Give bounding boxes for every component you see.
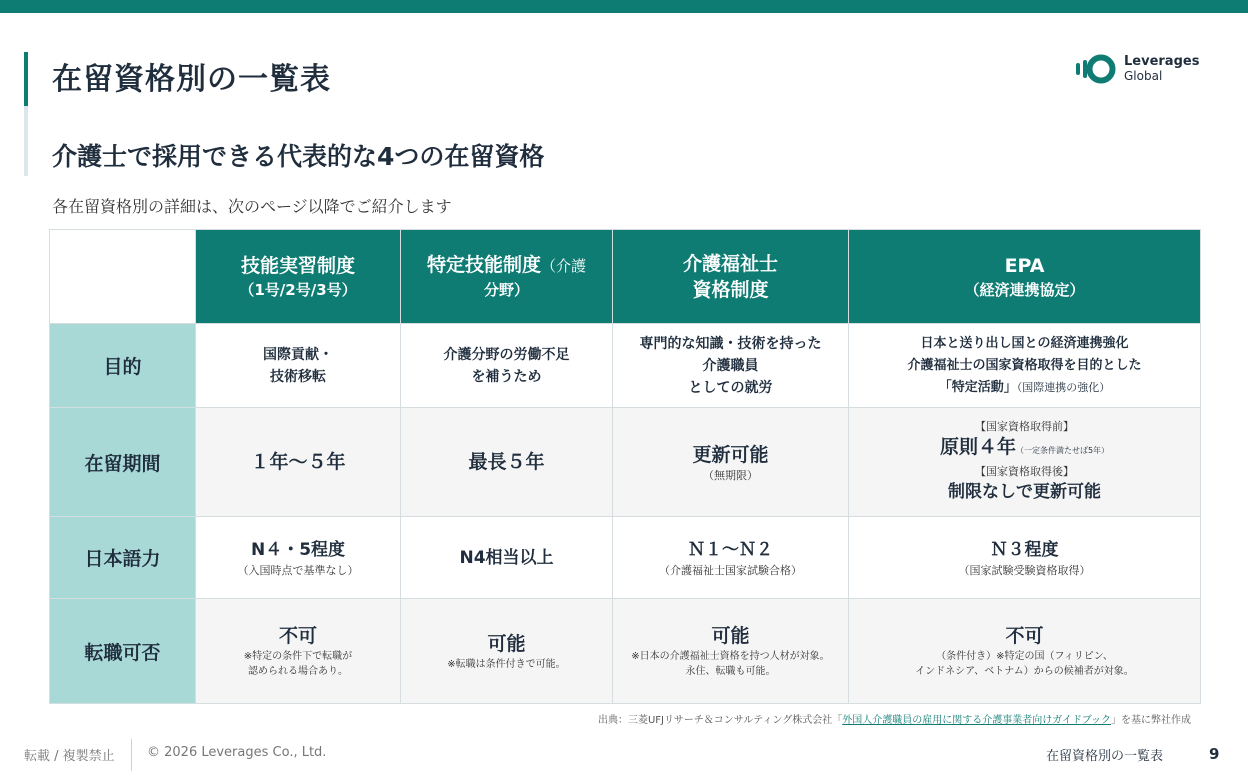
cell-period-specified-skills: 最長５年 — [401, 408, 613, 517]
cell-period-technical-intern: １年〜５年 — [196, 408, 401, 517]
title-accent-bar — [24, 52, 28, 176]
row-header-period: 在留期間 — [50, 408, 196, 517]
footer-section-name: 在留資格別の一覧表 — [1046, 749, 1164, 764]
section-title: 介護士で採用できる代表的な4つの在留資格 — [52, 142, 545, 171]
cell-job-change-epa: 不可 （条件付き）※特定の国（フィリピン、 インドネシア、ベトナム）からの候補者が対象。 — [849, 599, 1201, 704]
leverages-logo — [1074, 53, 1199, 85]
column-header-epa — [849, 230, 1201, 324]
cell-purpose-technical-intern: 国際貢献・ 技術移転 — [196, 324, 401, 408]
table-corner-cell — [50, 230, 196, 324]
cell-purpose-care-worker: 専門的な知識・技術を持った 介護職員 としての就労 — [613, 324, 849, 408]
table-row-purpose — [50, 324, 1201, 408]
source-citation: 出典：三菱UFJリサーチ＆コンサルティング株式会社「外国人介護職員の雇用に関する介護事業者向けガイドブック」を基に弊社作成 — [597, 715, 1191, 726]
cell-job-change-care-worker: 可能 ※日本の介護福祉士資格を持つ人材が対象。 永住、転職も可能。 — [613, 599, 849, 704]
leverages-logo-icon — [1074, 53, 1118, 85]
column-title: 技能実習制度 — [240, 254, 355, 277]
column-title: 介護福祉士 — [682, 252, 778, 275]
table-row-period — [50, 408, 1201, 517]
cell-japanese-epa: Ｎ３程度 （国家試験受験資格取得） — [849, 517, 1201, 599]
row-header-japanese: 日本語力 — [50, 517, 196, 599]
column-subtitle: 分野） — [483, 281, 529, 299]
column-title: EPA — [1004, 254, 1045, 277]
table-header-row — [50, 230, 1201, 324]
cell-purpose-epa: 日本と送り出し国との経済連携強化 介護福祉士の国家資格取得を目的とした 「特定活動」（国際連携の強化） — [849, 324, 1201, 408]
cell-period-epa: 【国家資格取得前】 原則４年（一定条件満たせば5年） 【国家資格取得後】 制限なしで更新可能 — [849, 408, 1201, 517]
row-header-job-change: 転職可否 — [50, 599, 196, 704]
cell-job-change-specified-skills: 可能 ※転職は条件付きで可能。 — [401, 599, 613, 704]
cell-japanese-specified-skills: N4相当以上 — [401, 517, 613, 599]
subtitle: 各在留資格別の詳細は、次のページ以降でご紹介します — [52, 197, 452, 216]
top-accent-bar — [0, 0, 1248, 13]
page-number: 9 — [1209, 745, 1220, 763]
column-subtitle-inline: （介護 — [541, 257, 587, 275]
cell-job-change-technical-intern: 不可 ※特定の条件下で転職が 認められる場合あり。 — [196, 599, 401, 704]
logo-name: Leverages — [1124, 54, 1200, 69]
column-subtitle: （1号/2号/3号） — [239, 280, 357, 299]
cell-purpose-specified-skills: 介護分野の労働不足 を補うため — [401, 324, 613, 408]
visa-comparison-table — [49, 229, 1201, 704]
column-title: 特定技能制度 — [426, 254, 541, 276]
table-row-japanese — [50, 517, 1201, 599]
column-header-specified-skills — [401, 230, 613, 324]
table-row-job-change — [50, 599, 1201, 704]
source-guidebook-link[interactable]: 外国人介護職員の雇用に関する介護事業者向けガイドブック — [842, 715, 1111, 726]
cell-japanese-care-worker: Ｎ１〜Ｎ２ （介護福祉士国家試験合格） — [613, 517, 849, 599]
column-header-technical-intern — [196, 230, 401, 324]
column-header-care-worker — [613, 230, 849, 324]
column-subtitle: （経済連携協定） — [964, 280, 1085, 299]
footer-copyright: © 2026 Leverages Co., Ltd. — [147, 745, 327, 760]
cell-period-care-worker: 更新可能 （無期限） — [613, 408, 849, 517]
logo-sub: Global — [1124, 69, 1163, 83]
footer-no-reproduction: 転載 / 複製禁止 — [24, 749, 115, 764]
row-header-purpose: 目的 — [50, 324, 196, 408]
page-title: 在留資格別の一覧表 — [52, 62, 331, 97]
cell-japanese-technical-intern: N４・5程度 （入国時点で基準なし） — [196, 517, 401, 599]
footer-divider — [131, 739, 132, 771]
column-title-line2: 資格制度 — [692, 278, 769, 301]
